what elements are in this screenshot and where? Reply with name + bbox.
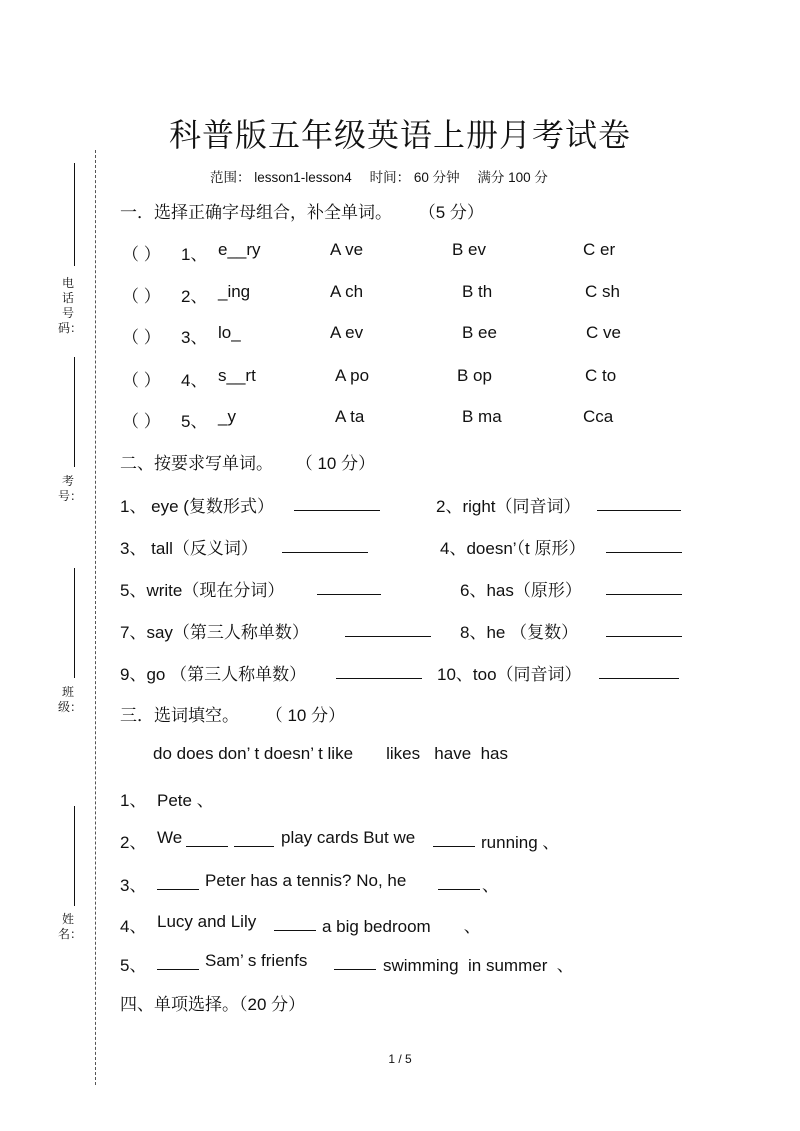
word-question-text: 6、has（原形） xyxy=(460,581,582,600)
exam-time: 时间： 60 分钟 xyxy=(369,170,460,185)
answer-blank[interactable] xyxy=(294,496,380,511)
fill-question-text: 、 xyxy=(482,876,499,895)
fill-question-num: 2、 xyxy=(120,833,147,852)
answer-blank[interactable] xyxy=(317,580,381,595)
section2-title: 二、按要求写单词。 xyxy=(120,454,273,473)
option-a: A ta xyxy=(335,407,365,426)
exam-score: 满分 100 分 xyxy=(477,170,548,185)
question-word: e__ry xyxy=(218,240,261,259)
answer-blank[interactable] xyxy=(336,664,422,679)
option-a: A ev xyxy=(330,323,364,342)
word-question-text: 1、 eye (复数形式） xyxy=(120,497,274,516)
binding-line-class xyxy=(74,568,75,678)
question-num: 5、 xyxy=(181,412,208,431)
answer-blank[interactable] xyxy=(599,664,679,679)
fill-question-num: 1、 xyxy=(120,791,147,810)
fill-question-text: Sam’ s frienfs xyxy=(205,951,308,970)
word-question-text: 10、too（同音词） xyxy=(437,665,582,684)
answer-parens[interactable]: （ ） xyxy=(122,245,161,264)
section3-title: 三．选词填空。 xyxy=(120,706,239,725)
answer-blank[interactable] xyxy=(438,875,480,890)
binding-line-phone xyxy=(74,163,75,266)
answer-parens[interactable]: （ ） xyxy=(122,371,161,390)
question-word: s__rt xyxy=(218,366,256,385)
fill-question-text: We xyxy=(157,828,183,847)
question-num: 3、 xyxy=(181,328,208,347)
question-row xyxy=(122,282,161,307)
binding-label-exam-no: 考号： xyxy=(58,474,83,503)
question-word: _y xyxy=(218,407,236,426)
exam-range: 范围： lesson1-lesson4 xyxy=(210,170,352,185)
question-row xyxy=(122,407,161,432)
answer-blank[interactable] xyxy=(157,955,199,970)
option-c: Cca xyxy=(583,407,614,426)
fill-question-text: swimming in summer 、 xyxy=(383,956,574,975)
question-word: _ing xyxy=(218,282,251,301)
answer-blank[interactable] xyxy=(186,832,228,847)
section4-heading: 四、单项选择。（20 分） xyxy=(120,995,306,1014)
answer-parens[interactable]: （ ） xyxy=(122,287,161,306)
word-question-text: 4、doesn’（t 原形） xyxy=(440,539,586,558)
option-b: B op xyxy=(457,366,492,385)
answer-blank[interactable] xyxy=(282,538,368,553)
answer-blank[interactable] xyxy=(606,580,682,595)
answer-blank[interactable] xyxy=(334,955,376,970)
option-b: B th xyxy=(462,282,493,301)
fill-question-text: running 、 xyxy=(481,833,560,852)
binding-line-name xyxy=(74,806,75,906)
word-question-text: 5、write（现在分词） xyxy=(120,581,285,600)
section3-heading xyxy=(120,701,345,726)
cut-line xyxy=(95,150,96,1085)
fill-question-text: play cards But we xyxy=(281,828,416,847)
question-row xyxy=(122,323,161,348)
option-a: A ch xyxy=(330,282,364,301)
fill-question-text: Lucy and Lily xyxy=(157,912,257,931)
answer-blank[interactable] xyxy=(345,622,431,637)
question-num: 4、 xyxy=(181,371,208,390)
binding-line-exam-no xyxy=(74,357,75,467)
word-question-text: 9、go （第三人称单数） xyxy=(120,665,307,684)
answer-blank[interactable] xyxy=(433,832,475,847)
option-c: C sh xyxy=(585,282,620,301)
option-b: B ma xyxy=(462,407,502,426)
question-num: 1、 xyxy=(181,245,208,264)
section1-title: 一．选择正确字母组合，补全单词。 xyxy=(120,203,392,222)
section2-points: （ 10 分） xyxy=(295,454,376,473)
word-question-text: 8、he （复数） xyxy=(460,623,579,642)
question-num: 2、 xyxy=(181,287,208,306)
page-title: 科普版五年级英语上册月考试卷 xyxy=(168,116,631,154)
section3-points: （ 10 分） xyxy=(265,706,346,725)
section1-heading xyxy=(120,198,484,223)
answer-blank[interactable] xyxy=(606,622,682,637)
section1-points: （5 分） xyxy=(418,203,484,222)
question-word: lo_ xyxy=(218,323,241,342)
question-row xyxy=(122,240,161,265)
option-a: A ve xyxy=(330,240,364,259)
word-question-text: 2、right（同音词） xyxy=(436,497,581,516)
answer-blank[interactable] xyxy=(234,832,274,847)
answer-parens[interactable]: （ ） xyxy=(122,412,161,431)
answer-blank[interactable] xyxy=(606,538,682,553)
fill-question-text: Pete 、 xyxy=(157,791,214,810)
fill-question-num: 5、 xyxy=(120,956,147,975)
option-b: B ee xyxy=(462,323,497,342)
option-c: C to xyxy=(585,366,617,385)
fill-question-num: 3、 xyxy=(120,876,147,895)
question-row xyxy=(122,366,161,391)
page-number: 1 / 5 xyxy=(388,1052,412,1066)
answer-parens[interactable]: （ ） xyxy=(122,328,161,347)
exam-info xyxy=(210,166,562,186)
option-c: C er xyxy=(583,240,616,259)
answer-blank[interactable] xyxy=(597,496,681,511)
fill-question-text: Peter has a tennis? No, he xyxy=(205,871,407,890)
binding-label-class: 班级： xyxy=(58,685,83,714)
option-b: B ev xyxy=(452,240,487,259)
fill-question-text: a big bedroom 、 xyxy=(322,917,481,936)
word-bank: do does don’ t doesn’ t like likes have has xyxy=(153,744,508,763)
section2-heading xyxy=(120,449,375,474)
answer-blank[interactable] xyxy=(274,916,316,931)
option-c: C ve xyxy=(586,323,621,342)
binding-label-name: 姓名： xyxy=(58,912,83,941)
word-question-text: 3、 tall（反义词） xyxy=(120,539,258,558)
fill-question-num: 4、 xyxy=(120,917,147,936)
option-a: A po xyxy=(335,366,370,385)
word-question-text: 7、say（第三人称单数） xyxy=(120,623,309,642)
binding-label-phone: 电话号码： xyxy=(58,276,83,335)
answer-blank[interactable] xyxy=(157,875,199,890)
